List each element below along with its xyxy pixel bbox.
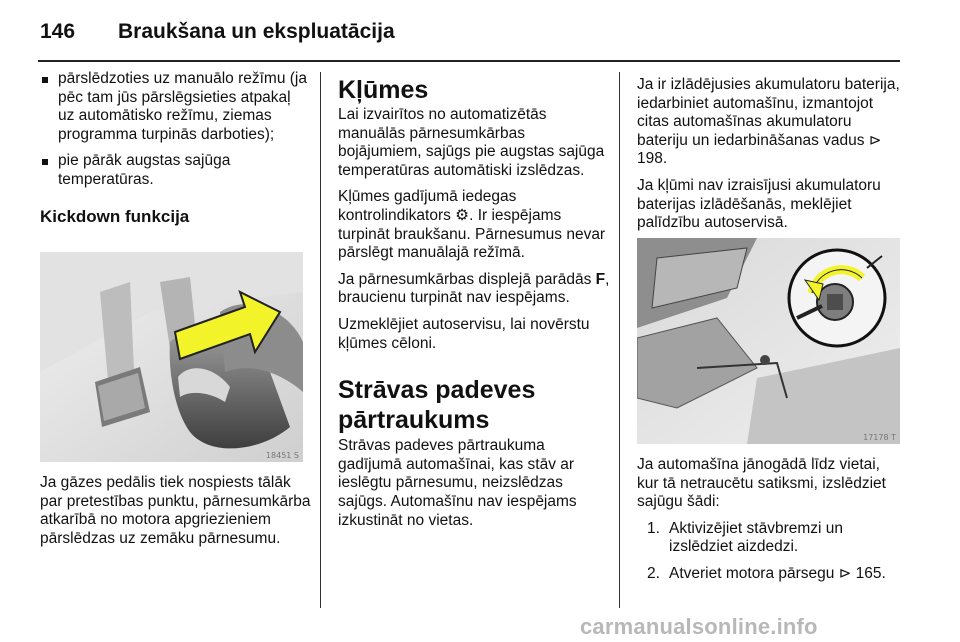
bullet-item: pie pārāk augstas sajūga temperatūras. — [40, 152, 308, 189]
transmission-warning-icon: ⚙ — [455, 206, 470, 224]
right-column — [637, 76, 905, 241]
header-rule — [38, 60, 900, 62]
engine-bay-drawing — [637, 238, 900, 444]
faults-heading: Kļūmes — [338, 76, 429, 104]
page-title: Braukšana un ekspluatācija — [118, 20, 395, 43]
towing-section — [637, 456, 905, 592]
clutch-release-illustration — [637, 238, 900, 444]
step-item — [637, 565, 905, 584]
page-ref-icon: ⊳ — [838, 564, 852, 582]
page-ref-198: 198. — [637, 150, 668, 168]
left-column — [40, 70, 308, 226]
figure-code: 18451 S — [265, 451, 299, 460]
page-header — [40, 14, 920, 50]
page-ref-165: 165. — [855, 564, 886, 582]
display-letter: F — [595, 270, 606, 288]
faults-paragraph-2 — [338, 188, 610, 262]
p2-text-end: . Ir iespējams turpināt braukšanu. Pārnesumus nevar pārslēgt manuālajā režīmā. — [338, 206, 606, 262]
kickdown-text — [40, 474, 312, 556]
kickdown-paragraph: Ja gāzes pedālis tiek nospiests tālāk par pretestības punktu, pārnesumkārba atkarībā no motora apgriezieniem pārslēdzas uz zemāku pārnesumu. — [40, 474, 311, 547]
service-paragraph: Ja kļūmi nav izraisījusi akumulatoru baterijas izlādēšanās, meklējiet palīdzību autoservisā. — [637, 176, 881, 232]
step-number: 2. — [647, 564, 660, 582]
p3-text: Ja pārnesumkārbas displejā parādās — [338, 270, 592, 288]
faults-paragraph-4: Uzmeklējiet autoservisu, lai novērstu kļūmes cēloni. — [338, 315, 590, 352]
figure-code: 17178 T — [863, 433, 896, 442]
bullet-item: pārslēdzoties uz manuālo režīmu (ja pēc tam jūs pārslēgsieties atpakaļ uz automātisko režīmu, ziemas programma turpinās darboties); — [40, 70, 308, 144]
p2-text: Kļūmes gadījumā iedegas kontrolindikators — [338, 188, 517, 224]
column-divider-1 — [320, 72, 321, 608]
middle-column — [338, 76, 610, 538]
p3-text-end: , braucienu turpināt nav iespējams. — [338, 270, 610, 307]
power-paragraph: Strāvas padeves pārtraukuma gadījumā automašīnai, kas stāv ar ieslēgtu pārnesumu, neizslēdzas sajūgs. Automašīnu nav iespējams izkustināt no vietas. — [338, 437, 577, 529]
battery-text: Ja ir izlādējusies akumulatoru baterija, iedarbiniet automašīnu, izmantojot citas automašīnas akumulatoru bateriju un iedarbināšanas vadus — [637, 76, 900, 149]
step-text: Atveriet motora pārsegu — [669, 564, 835, 582]
towing-paragraph: Ja automašīna jānogādā līdz vietai, kur tā netraucētu satiksmi, izslēdziet sajūgu šādi: — [637, 456, 886, 511]
page-number: 146 — [40, 20, 76, 43]
watermark: carmanualsonline.info — [580, 614, 818, 639]
power-interruption-heading: Strāvas padeves pārtraukums — [338, 376, 536, 435]
step-number: 1. — [647, 519, 660, 537]
kickdown-illustration — [40, 252, 303, 462]
battery-paragraph — [637, 76, 905, 169]
kickdown-heading: Kickdown funkcija — [40, 206, 190, 226]
pedal-drawing — [40, 252, 303, 462]
column-divider-2 — [619, 72, 620, 608]
page-ref-icon: ⊳ — [868, 131, 882, 149]
faults-paragraph-3 — [338, 271, 610, 308]
step-text: Aktivizējiet stāvbremzi un izslēdziet aizdedzi. — [669, 519, 844, 556]
faults-paragraph-1: Lai izvairītos no automatizētās manuālās pārnesumkārbas bojājumiem, sajūgs pie augstas sajūga temperatūras automātiski izslēdzas. — [338, 106, 605, 179]
step-item — [637, 520, 905, 557]
